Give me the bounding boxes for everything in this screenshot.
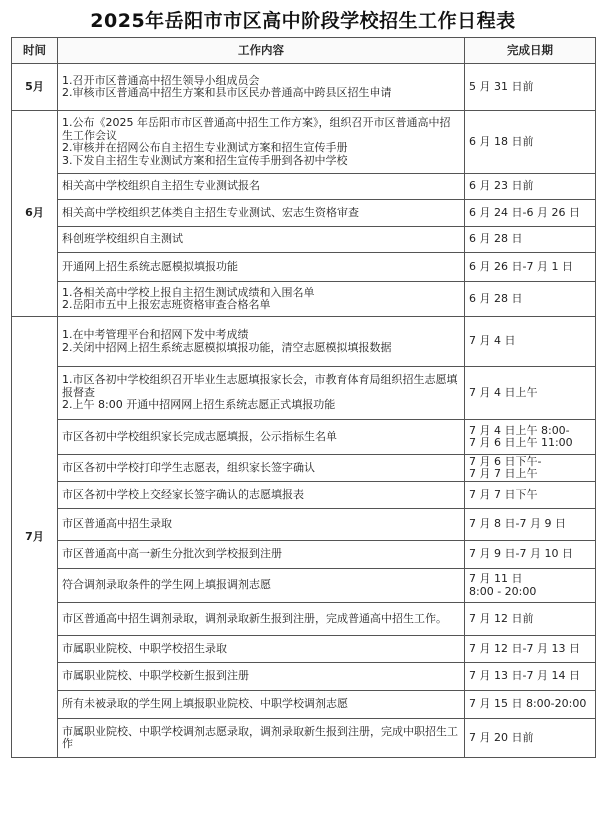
content-cell [58, 663, 465, 691]
date-line: 8:00 - 20:00 [469, 584, 537, 598]
date-cell [465, 420, 596, 455]
table-row [12, 455, 596, 482]
date-line: 6 月 28 日 [469, 232, 523, 246]
date-cell [465, 719, 596, 758]
content-cell [58, 541, 465, 569]
content-line: 市属职业院校、中职学校新生报到注册 [62, 669, 249, 683]
date-cell [465, 227, 596, 253]
content-line: 2.审核市区普通高中招生方案和县市区民办普通高中跨县区招生申请 [62, 86, 392, 99]
date-cell [465, 482, 596, 509]
content-line: 市区各初中学校打印学生志愿表，组织家长签字确认 [62, 460, 315, 474]
table-row [12, 282, 596, 317]
header-time: 时间 [12, 38, 58, 64]
date-line: 6 月 26 日-7 月 1 日 [469, 259, 573, 273]
content-line: 市区普通高中招生调剂录取，调剂录取新生报到注册，完成普通高中招生工作。 [62, 611, 447, 625]
header-date: 完成日期 [465, 38, 596, 64]
table-row [12, 420, 596, 455]
page-title: 2025年岳阳市市区高中阶段学校招生工作日程表 [90, 10, 516, 32]
table-row [12, 603, 596, 636]
content-cell [58, 227, 465, 253]
content-line: 2.审核并在招网公布自主招生专业测试方案和招生宣传手册 [62, 141, 348, 154]
date-line: 7 月 11 日 [469, 572, 523, 585]
header-content: 工作内容 [58, 38, 465, 64]
content-line: 1.在中考管理平台和招网下发中考成绩 [62, 328, 249, 341]
date-cell [465, 111, 596, 174]
date-line: 7 月 15 日 8:00-20:00 [469, 697, 587, 711]
date-line: 7 月 7 日上午 [469, 467, 538, 480]
table-row [12, 569, 596, 603]
date-line: 7 月 4 日上午 8:00- [469, 423, 570, 437]
date-line: 7 月 9 日-7 月 10 日 [469, 547, 573, 561]
table-header-row [12, 38, 596, 64]
content-cell [58, 200, 465, 227]
date-cell [465, 569, 596, 603]
table-row [12, 64, 596, 111]
date-line: 5 月 31 日前 [469, 79, 534, 93]
content-line: 市区各初中学校上交经家长签字确认的志愿填报表 [62, 487, 304, 501]
date-line: 7 月 4 日上午 [469, 385, 538, 399]
date-line: 7 月 13 日-7 月 14 日 [469, 669, 580, 683]
date-line: 7 月 4 日 [469, 334, 516, 348]
content-cell [58, 569, 465, 603]
date-cell [465, 317, 596, 367]
month-cell: 6月 [12, 111, 58, 317]
content-line: 2.岳阳市五中上报宏志班资格审查合格名单 [62, 298, 271, 311]
content-line: 相关高中学校组织自主招生专业测试报名 [62, 179, 260, 193]
date-line: 7 月 6 日上午 11:00 [469, 436, 573, 449]
content-line: 2.关闭中招网上招生系统志愿模拟填报功能，清空志愿模拟填报数据 [62, 340, 392, 354]
date-cell [465, 541, 596, 569]
date-cell [465, 663, 596, 691]
table-row [12, 719, 596, 758]
content-cell [58, 282, 465, 317]
month-cell: 7月 [12, 317, 58, 758]
content-line: 1.召开市区普通高中招生领导小组成员会 [62, 73, 260, 87]
table-row [12, 367, 596, 420]
date-cell [465, 282, 596, 317]
content-cell [58, 317, 465, 367]
table-row [12, 541, 596, 569]
date-line: 7 月 6 日下午- [469, 454, 542, 468]
date-line: 6 月 28 日 [469, 291, 523, 305]
date-line: 6 月 18 日前 [469, 134, 534, 148]
month-cell: 5月 [12, 64, 58, 111]
date-cell [465, 509, 596, 541]
date-cell [465, 455, 596, 482]
content-line: 科创班学校组织自主测试 [62, 232, 183, 246]
date-cell [465, 367, 596, 420]
date-line: 6 月 23 日前 [469, 179, 534, 193]
date-line: 7 月 7 日下午 [469, 487, 538, 501]
table-row [12, 691, 596, 719]
content-cell [58, 603, 465, 636]
content-cell [58, 367, 465, 420]
date-cell [465, 253, 596, 282]
content-cell [58, 455, 465, 482]
content-cell [58, 719, 465, 758]
content-line: 符合调剂录取条件的学生网上填报调剂志愿 [62, 578, 271, 592]
date-line: 7 月 8 日-7 月 9 日 [469, 517, 566, 531]
content-cell [58, 509, 465, 541]
content-line: 市区各初中学校组织家长完成志愿填报，公示指标生名单 [62, 429, 337, 443]
date-cell [465, 636, 596, 663]
table-row [12, 253, 596, 282]
content-line: 市属职业院校、中职学校调剂志愿录取，调剂录取新生报到注册，完成中职招生工作 [62, 724, 458, 750]
content-line: 所有未被录取的学生网上填报职业院校、中职学校调剂志愿 [62, 697, 348, 711]
date-line: 7 月 12 日-7 月 13 日 [469, 641, 580, 655]
content-line: 市区普通高中高一新生分批次到学校报到注册 [62, 547, 282, 561]
table-row [12, 663, 596, 691]
content-line: 3.下发自主招生专业测试方案和招生宣传手册到各初中学校 [62, 153, 348, 167]
table-row [12, 227, 596, 253]
content-cell [58, 111, 465, 174]
content-cell [58, 636, 465, 663]
date-cell [465, 64, 596, 111]
schedule-body [12, 64, 596, 758]
table-row [12, 111, 596, 174]
content-line: 1.市区各初中学校组织召开毕业生志愿填报家长会，市教育体育局组织招生志愿填报督查 [62, 373, 458, 399]
content-line: 开通网上招生系统志愿模拟填报功能 [62, 259, 238, 273]
content-line: 1.各相关高中学校上报自主招生测试成绩和入围名单 [62, 285, 315, 299]
content-cell [58, 253, 465, 282]
table-row [12, 509, 596, 541]
content-cell [58, 691, 465, 719]
table-row [12, 317, 596, 367]
table-row [12, 200, 596, 227]
content-line: 市属职业院校、中职学校招生录取 [62, 641, 227, 655]
content-cell [58, 64, 465, 111]
date-cell [465, 691, 596, 719]
date-line: 7 月 12 日前 [469, 611, 534, 625]
content-line: 相关高中学校组织艺体类自主招生专业测试、宏志生资格审查 [62, 205, 359, 219]
content-line: 2.上午 8:00 开通中招网网上招生系统志愿正式填报功能 [62, 398, 336, 412]
content-line: 市区普通高中招生录取 [62, 517, 172, 531]
table-row [12, 636, 596, 663]
table-row [12, 174, 596, 200]
content-cell [58, 420, 465, 455]
schedule-table [11, 37, 596, 758]
date-cell [465, 603, 596, 636]
date-line: 7 月 20 日前 [469, 730, 534, 744]
date-cell [465, 174, 596, 200]
table-row [12, 482, 596, 509]
content-line: 1.公布《2025 年岳阳市市区普通高中招生工作方案》，组织召开市区普通高中招生工作会议 [62, 116, 451, 142]
date-line: 6 月 24 日-6 月 26 日 [469, 205, 580, 219]
content-cell [58, 174, 465, 200]
content-cell [58, 482, 465, 509]
date-cell [465, 200, 596, 227]
